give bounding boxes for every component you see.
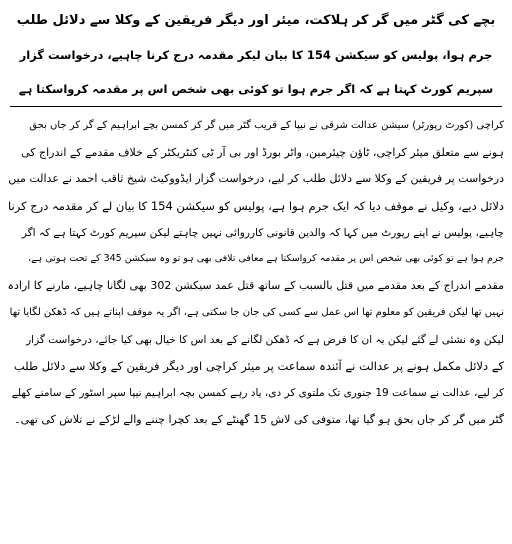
body-line: نہیں تھا لیکن فریقین کو معلوم تھا اس عمل سے کسی کی جان جا سکتی ہے، اگر یہ موقف اپناتے ہیں کہ ڈھکن لگایا تھا [9, 306, 504, 318]
headline-divider [10, 106, 502, 107]
article-body [6, 113, 506, 433]
body-line: مقدمے اندراج کے بعد مقدمے میں قتل بالسبب کے ساتھ قتل عمد سیکشن 302 بھی لگانا چاہیے، مارنے کا ارادہ [8, 279, 504, 293]
body-line: گٹر میں گر کر جاں بحق ہو گیا تھا، متوفی کی لاش 15 گھنٹے کے بعد کچرا چننے والے لڑکے نے تلاش کی تھی۔ [14, 412, 504, 426]
headline [6, 4, 506, 106]
body-line: لیکن وہ نشئی لے گئے لیکن یہ ان کا فرض ہے کہ ڈھکن لگانے کے بعد اس کا خیال بھی کیا جائے، درخواست گزار [26, 333, 504, 346]
body-line: کر لیے، عدالت نے سماعت 19 جنوری تک ملتوی کر دی، یاد رہے کمسن بچہ ابراہیم نیپا سپر اسٹور کے سامنے کھلے [11, 386, 504, 399]
body-line: ہونے سے متعلق میئر کراچی، ٹاؤن چیئرمین، واٹر بورڈ اور بی آر ٹی کنٹریکٹر کے خلاف مقدمے کے اندراج کی [21, 145, 504, 159]
body-line: کے دلائل مکمل ہونے پر عدالت نے آئندہ سماعت پر میئر کراچی اور دیگر فریقین کے وکلا سے دلائل طلب [13, 359, 504, 374]
body-line: جرم ہوا ہے تو کوئی بھی شخص اس پر مقدمہ کرواسکتا ہے معافی تلافی بھی ہو تو وہ سیکشن 345 کے تحت ہوتی ہے، [28, 253, 504, 265]
headline-line: بچے کی گٹر میں گر کر ہلاکت، میئر اور دیگر فریقین کے وکلا سے دلائل طلب [16, 13, 496, 28]
headline-line: سپریم کورٹ کہتا ہے کہ اگر جرم ہوا تو کوئی بھی شخص اس پر مقدمہ کرواسکتا ہے [18, 82, 494, 96]
body-line: چاہیے، پولیس نے اپنے رپورٹ میں کہا کہ والدین قانونی کارروائی نہیں چاہتے لیکن سپریم کورٹ کہتا ہے کہ اگر [21, 226, 504, 239]
headline-line: جرم ہوا، پولیس کو سیکشن 154 کا بیان لیکر مقدمہ درج کرنا چاہیے، درخواست گزار [19, 48, 493, 62]
body-line: دلائل دیے، وکیل نے موقف دیا کہ ایک جرم ہوا ہے، پولیس کو سیکشن 154 کا بیان لے کر مقدمہ درج کرنا [8, 199, 504, 214]
body-line: کراچی (کورٹ رپورٹر) سیشن عدالت شرقی نے نیپا کے قریب گٹر میں گر کر کمسن بچے ابراہیم کے گر کر جاں بحق [29, 120, 504, 131]
body-line: درخواست پر فریقین کے وکلا سے دلائل طلب کر لیے، درخواست گزار ایڈووکیٹ شیخ ثاقب احمد نے عدالت میں [8, 172, 504, 186]
